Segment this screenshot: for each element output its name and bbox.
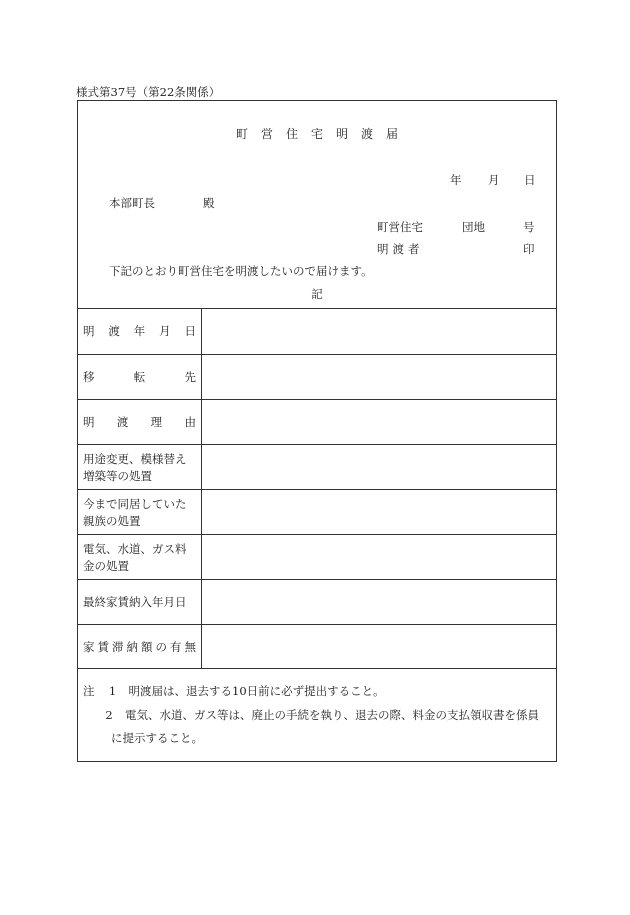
form-number: 様式第37号（第22条関係） xyxy=(76,85,221,99)
note-prefix: 注 xyxy=(83,684,95,698)
column-divider xyxy=(201,308,202,668)
table-row-last-rent xyxy=(78,580,556,625)
vacate-reason-field[interactable] xyxy=(202,400,556,445)
note-1 xyxy=(83,683,385,699)
relatives-field[interactable] xyxy=(202,490,556,535)
row-label-utilities: 電気、水道、ガス料金の処置 xyxy=(83,541,187,573)
estate-label: 町営住宅 xyxy=(377,220,423,234)
table-row-alteration xyxy=(78,445,556,490)
table-row-arrears xyxy=(78,625,556,670)
date-month-label: 月 xyxy=(488,173,500,187)
vacater-label: 明渡者 xyxy=(377,242,424,256)
row-label-vacate-reason: 明 渡 理 由 xyxy=(83,415,196,429)
table-row-new-address xyxy=(78,355,556,400)
vacate-date-field[interactable] xyxy=(202,309,556,354)
divider xyxy=(78,668,556,669)
arrears-field[interactable] xyxy=(202,625,556,670)
table-row-relatives xyxy=(78,490,556,535)
ki-heading: 記 xyxy=(311,287,323,301)
note-2-text: 電気、水道、ガス等は、廃止の手続を執り、退去の際、料金の支払領収書を係員 xyxy=(125,708,539,722)
table-row-vacate-reason xyxy=(78,400,556,445)
last-rent-field[interactable] xyxy=(202,580,556,625)
note-2-continuation: に提示すること。 xyxy=(111,731,203,745)
note-1-number: 1 xyxy=(108,684,117,698)
honorific: 殿 xyxy=(203,196,215,210)
note-1-text: 明渡届は、退去する10日前に必ず提出すること。 xyxy=(128,684,385,698)
row-label-new-address: 移 転 先 xyxy=(83,370,196,384)
table-row-vacate-date xyxy=(78,309,556,354)
date-day-label: 日 xyxy=(524,173,536,187)
date-year-label: 年 xyxy=(450,173,462,187)
row-label-last-rent: 最終家賃納入年月日 xyxy=(83,595,187,609)
note-2 xyxy=(99,707,539,723)
row-label-alteration: 用途変更、模様替え増築等の処置 xyxy=(83,451,187,483)
new-address-field[interactable] xyxy=(202,355,556,400)
form-title: 町営住宅明渡届 xyxy=(235,127,411,141)
row-label-relatives: 今まで同居していた親族の処置 xyxy=(83,496,187,528)
table-row-utilities xyxy=(78,535,556,580)
danchi-label: 団地 xyxy=(462,220,485,234)
note-2-number: 2 xyxy=(105,708,113,722)
row-label-arrears: 家 賃 滞 納 額 の 有 無 xyxy=(83,640,196,654)
statement: 下記のとおり町営住宅を明渡したいので届けます。 xyxy=(109,264,373,278)
seal-label: 印 xyxy=(523,242,535,256)
unit-number-label: 号 xyxy=(523,220,535,234)
form-frame xyxy=(77,100,557,762)
utilities-field[interactable] xyxy=(202,535,556,580)
addressee: 本部町長 xyxy=(109,196,155,210)
row-label-vacate-date: 明 渡 年 月 日 xyxy=(83,324,196,338)
alteration-field[interactable] xyxy=(202,445,556,490)
